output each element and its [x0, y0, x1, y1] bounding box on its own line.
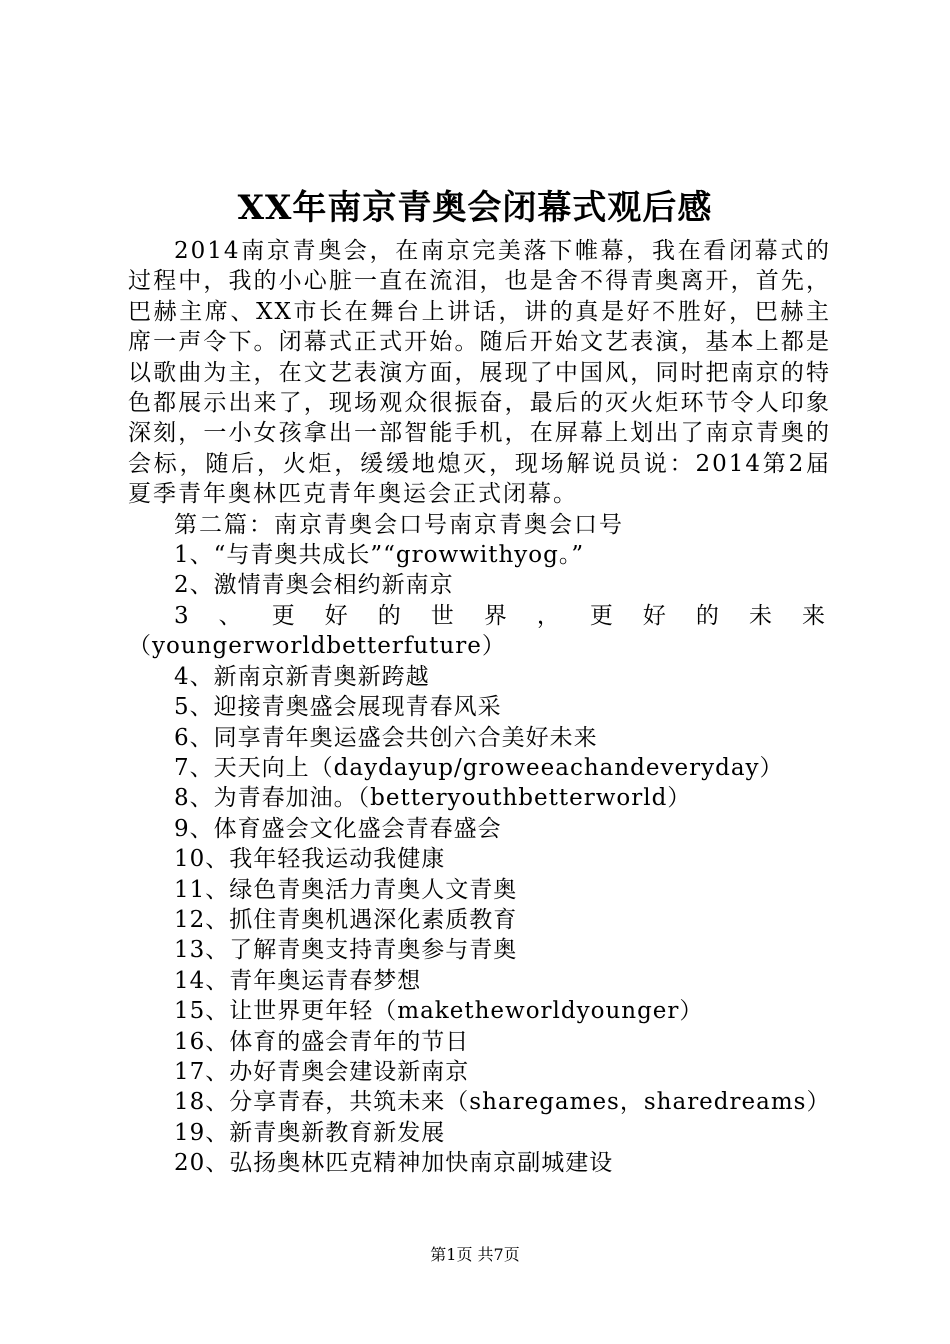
slogan-item-20: 20、弘扬奥林匹克精神加快南京副城建设	[174, 1150, 614, 1177]
slogan-item-19: 19、新青奥新教育新发展	[174, 1119, 446, 1146]
slogan-item-8: 8、为青春加油。（betteryouthbetterworld）	[174, 785, 692, 812]
slogan-item-16: 16、体育的盛会青年的节日	[174, 1028, 470, 1055]
slogan-item-15: 15、让世界更年轻（maketheworldyounger）	[174, 998, 704, 1025]
slogan-item-4: 4、新南京新青奥新跨越	[174, 663, 430, 690]
slogan-item-7: 7、天天向上（daydayup/groweeachandeveryday）	[174, 754, 784, 781]
slogan-item-17: 17、办好青奥会建设新南京	[174, 1058, 470, 1085]
slogan-list	[128, 540, 831, 1179]
slogan-item-10: 10、我年轻我运动我健康	[174, 846, 446, 873]
slogan-item-3	[128, 601, 831, 662]
slogan-item-9: 9、体育盛会文化盛会青春盛会	[174, 815, 502, 842]
document-body	[128, 236, 831, 1179]
slogan-item-3-line-2: （youngerworldbetterfuture）	[128, 633, 506, 660]
slogan-item-18: 18、分享青春，共筑未来（sharegames，sharedreams）	[174, 1089, 831, 1116]
slogan-item-12: 12、抓住青奥机遇深化素质教育	[174, 906, 518, 933]
section-heading: 第二篇：南京青奥会口号南京青奥会口号	[174, 511, 624, 538]
slogan-item-5: 5、迎接青奥盛会展现青春风采	[174, 694, 502, 721]
page-title: XX年南京青奥会闭幕式观后感	[237, 188, 713, 228]
slogan-item-2: 2、激情青奥会相约新南京	[174, 572, 454, 599]
slogan-item-3-line-1: 3、更好的世界，更好的未来	[174, 602, 831, 629]
slogan-item-13: 13、了解青奥支持青奥参与青奥	[174, 937, 518, 964]
slogan-item-1: 1、“与青奥共成长”“growwithyog。”	[174, 542, 585, 569]
page-indicator: 第1页 共7页	[430, 1245, 520, 1264]
intro-paragraph: 2014南京青奥会，在南京完美落下帷幕，我在看闭幕式的过程中，我的小心脏一直在流泪，也是舍不得青奥离开，首先，巴赫主席、XX市长在舞台上讲话，讲的真是好不胜好，巴赫主席一声令下。闭幕式正式开始。随后开始文艺表演，基本上都是以歌曲为主，在文艺表演方面，展现了中国风，同时把南京的特色都展示出来了，现场观众很振奋，最后的灭火炬环节令人印象深刻，一小女孩拿出一部智能手机，在屏幕上划出了南京青奥的会标，随后，火炬，缓缓地熄灭，现场解说员说：2014第2届夏季青年奥林匹克青年奥运会正式闭幕。	[128, 238, 831, 508]
slogan-item-11: 11、绿色青奥活力青奥人文青奥	[174, 876, 518, 903]
slogan-item-14: 14、青年奥运青春梦想	[174, 967, 422, 994]
slogan-item-6: 6、同享青年奥运盛会共创六合美好未来	[174, 724, 598, 751]
